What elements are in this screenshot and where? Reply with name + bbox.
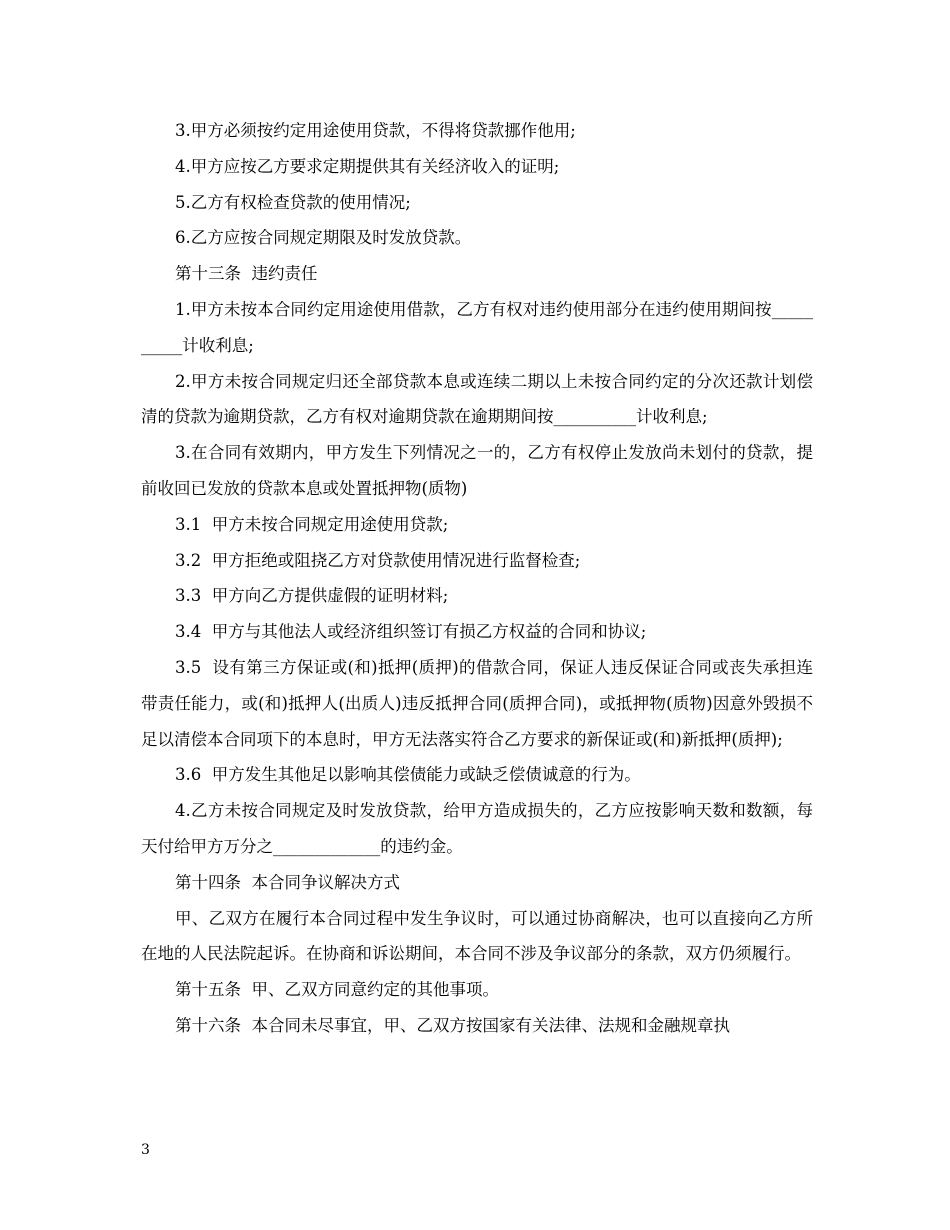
clause-paragraph: 5.乙方有权检查贷款的使用情况; [175, 192, 411, 212]
sub-clause-paragraph: 3.1 甲方未按合同规定用途使用贷款; [175, 514, 449, 534]
clause-paragraph: 4.甲方应按乙方要求定期提供其有关经济收入的证明; [175, 156, 560, 176]
clause-paragraph: 6.乙方应按合同规定期限及时发放贷款。 [175, 228, 472, 248]
clause-paragraph: 4.乙方未按合同规定及时发放贷款，给甲方造成损失的，乙方应按影响天数和数额，每天付给甲方万分之_____________的违约金。 [141, 801, 813, 856]
page-number: 3 [141, 1142, 150, 1158]
clause-paragraph: 3.甲方必须按约定用途使用贷款，不得将贷款挪作他用; [175, 121, 576, 140]
article-heading-13: 第十三条 违约责任 [175, 264, 318, 284]
clause-paragraph: 2.甲方未按合同规定归还全部贷款本息或连续二期以上未按合同约定的分次还款计划偿清的贷款为逾期贷款，乙方有权对逾期贷款在逾期期间按__________计收利息; [141, 371, 813, 427]
sub-clause-paragraph: 3.5 设有第三方保证或(和)抵押(质押)的借款合同，保证人违反保证合同或丧失承担连带责任能力，或(和)抵押人(出质人)违反抵押合同(质押合同)，或抵押物(质物)因意外毁损不足以清偿本合同项下的本息时，甲方无法落实符合乙方要求的新保证或(和)新抵押(质押); [141, 657, 813, 749]
sub-clause-paragraph: 3.3 甲方向乙方提供虚假的证明材料; [175, 586, 449, 606]
sub-clause-paragraph: 3.2 甲方拒绝或阻挠乙方对贷款使用情况进行监督检查; [175, 550, 581, 570]
clause-paragraph: 甲、乙双方在履行本合同过程中发生争议时，可以通过协商解决，也可以直接向乙方所在地的人民法院起诉。在协商和诉讼期间，本合同不涉及争议部分的条款，双方仍须履行。 [141, 908, 813, 964]
clause-paragraph: 1.甲方未按本合同约定用途使用借款，乙方有权对违约使用部分在违约使用期间按__________计收利息; [141, 299, 813, 355]
sub-clause-paragraph: 3.4 甲方与其他法人或经济组织签订有损乙方权益的合同和协议; [175, 622, 647, 642]
article-heading-15: 第十五条 甲、乙双方同意约定的其他事项。 [175, 980, 499, 1000]
article-heading-16: 第十六条 本合同未尽事宜，甲、乙双方按国家有关法律、法规和金融规章执 [175, 1015, 730, 1035]
clause-paragraph: 3.在合同有效期内，甲方发生下列情况之一的，乙方有权停止发放尚未划付的贷款，提前收回已发放的贷款本息或处置抵押物(质物) [141, 443, 813, 498]
article-heading-14: 第十四条 本合同争议解决方式 [175, 872, 400, 892]
document-body [141, 113, 813, 1044]
sub-clause-paragraph: 3.6 甲方发生其他足以影响其偿债能力或缺乏偿债诚意的行为。 [175, 765, 641, 785]
